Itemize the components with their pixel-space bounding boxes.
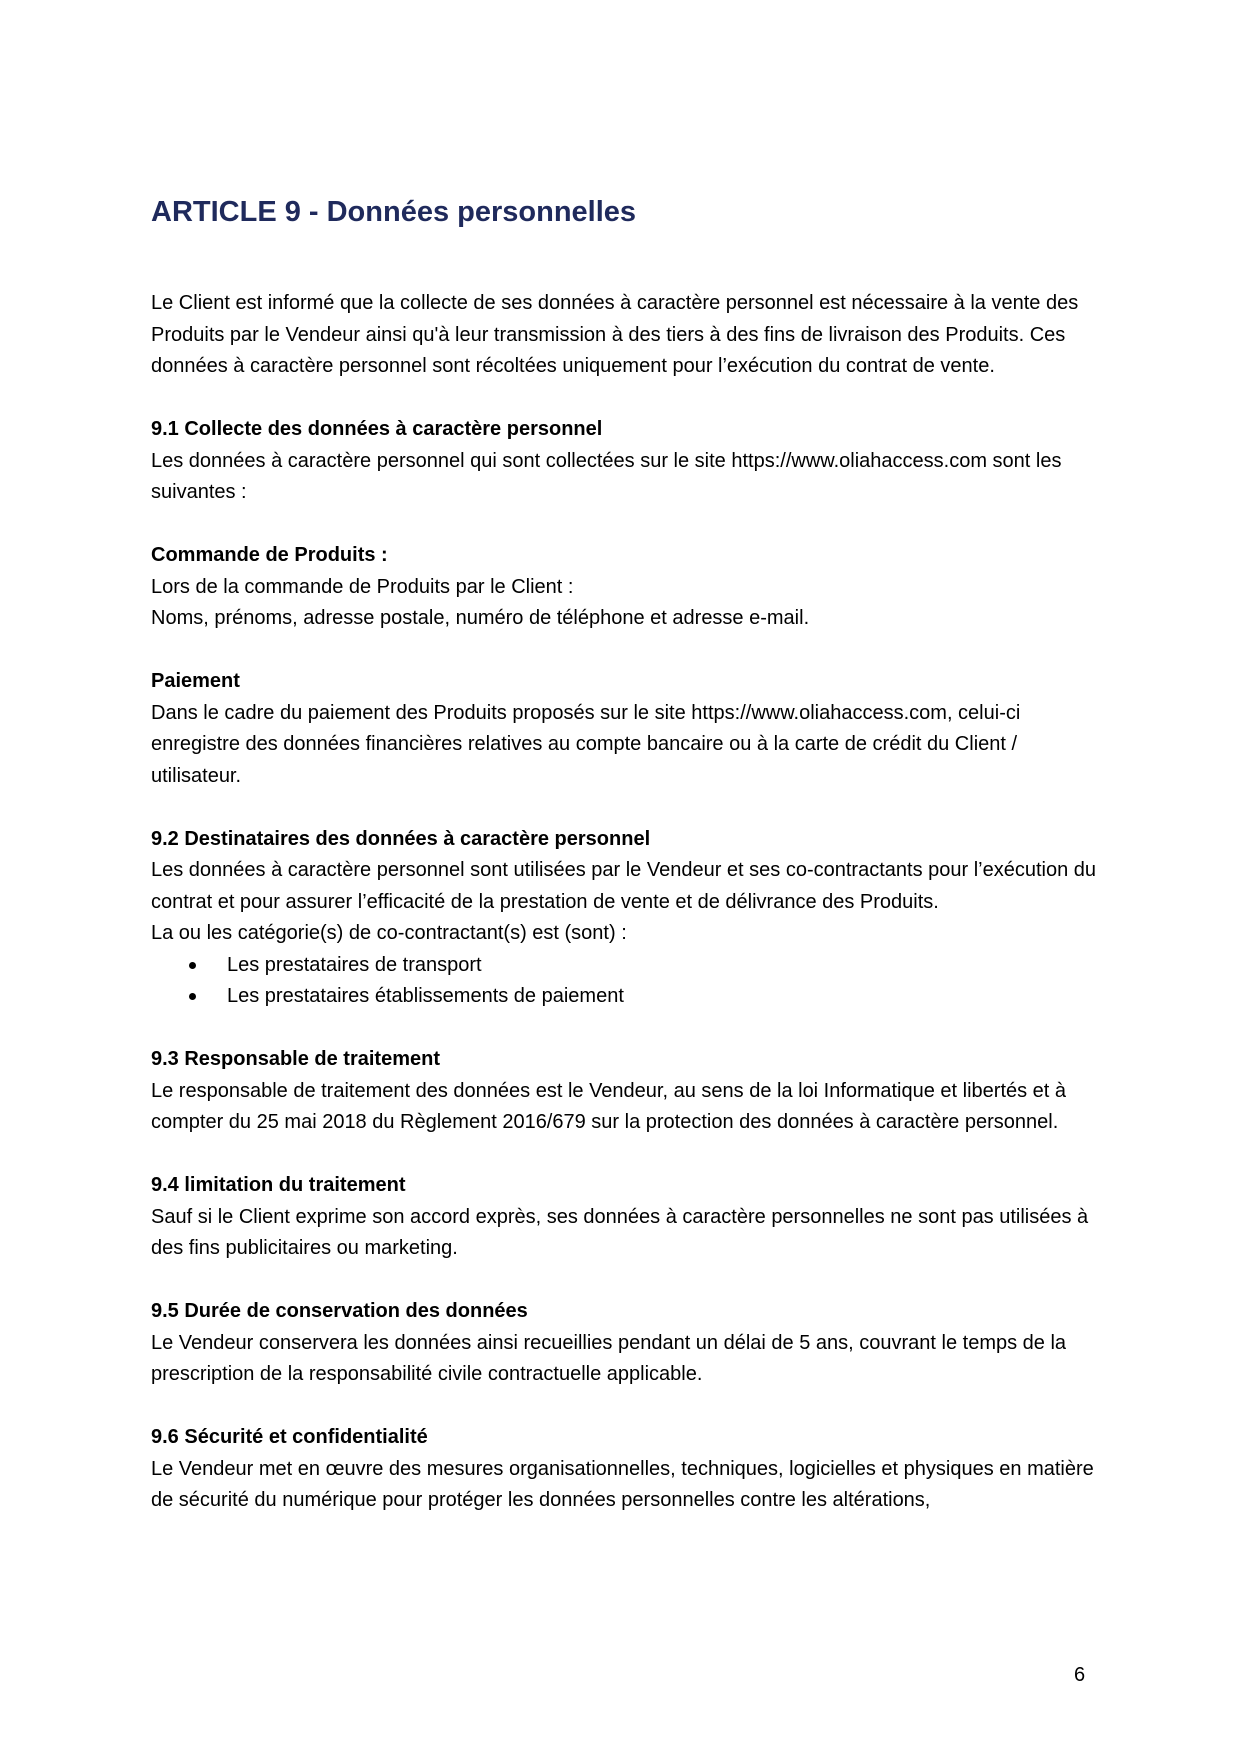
spacer <box>151 635 1101 667</box>
section-text-9-4: Sauf si le Client exprime son accord exprès, ses données à caractère personnelles ne sont pas utilisées à des fins publicitaires ou marketing. <box>151 1205 1089 1259</box>
section-text-9-2-categories: La ou les catégorie(s) de co-contractant(s) est (sont) : <box>151 922 627 944</box>
cocontractant-list <box>151 950 1101 1013</box>
section-text-9-6: Le Vendeur met en œuvre des mesures organisationnelles, techniques, logicielles et physiques en matière de sécurité du numérique pour protéger les données personnelles contre les altérations, <box>151 1457 1094 1511</box>
bullet-icon <box>189 993 196 1000</box>
section-heading-9-2: 9.2 Destinataires des données à caractère personnel <box>151 827 651 850</box>
spacer <box>151 1013 1101 1045</box>
list-item <box>151 981 1101 1013</box>
section-text-9-1: Les données à caractère personnel qui sont collectées sur le site https://www.oliahaccess.com sont les suivantes : <box>151 449 1062 503</box>
intro-paragraph: Le Client est informé que la collecte de ses données à caractère personnel est nécessaire à la vente des Produits par le Vendeur ainsi qu'à leur transmission à des tiers à des fins de livraison des Produits. Ces données à caractère personnel sont récoltées uniquement pour l’exécution du contrat de vente. <box>151 292 1079 377</box>
list-item <box>151 950 1101 982</box>
section-heading-9-3: 9.3 Responsable de traitement <box>151 1048 440 1070</box>
list-item-label: Les prestataires établissements de paiement <box>227 985 624 1007</box>
section-text-9-5: Le Vendeur conservera les données ainsi recueillies pendant un délai de 5 ans, couvrant le temps de la prescription de la responsabilité civile contractuelle applicable. <box>151 1331 1067 1385</box>
section-text-9-2: Les données à caractère personnel sont utilisées par le Vendeur et ses co-contractants pour l’exécution du contrat et pour assurer l’efficacité de la prestation de vente et de délivrance des Produits. <box>151 859 1097 913</box>
spacer <box>151 509 1101 541</box>
section-heading-9-4: 9.4 limitation du traitement <box>151 1174 406 1196</box>
section-text-9-3: Le responsable de traitement des données est le Vendeur, au sens de la loi Informatique et libertés et à compter du 25 mai 2018 du Règlement 2016/679 sur la protection des données à caractère personnel. <box>151 1079 1067 1133</box>
spacer <box>151 383 1101 415</box>
spacer <box>151 1139 1101 1171</box>
paiement-text: Dans le cadre du paiement des Produits proposés sur le site https://www.oliahaccess.com, celui-ci enregistre des données financières relatives au compte bancaire ou à la carte de crédit du Client / utilisateur. <box>151 701 1021 787</box>
commande-line-2: Noms, prénoms, adresse postale, numéro de téléphone et adresse e-mail. <box>151 607 810 629</box>
spacer <box>151 1391 1101 1423</box>
list-item-label: Les prestataires de transport <box>227 953 482 976</box>
spacer <box>151 1265 1101 1297</box>
article-title: ARTICLE 9 - Données personnelles <box>151 196 637 228</box>
section-heading-9-6: 9.6 Sécurité et confidentialité <box>151 1426 428 1448</box>
page-number: 6 <box>1074 1664 1086 1686</box>
section-heading-9-1: 9.1 Collecte des données à caractère personnel <box>151 418 603 440</box>
commande-line-1: Lors de la commande de Produits par le Client : <box>151 575 574 598</box>
commande-heading: Commande de Produits : <box>151 544 388 566</box>
spacer <box>151 792 1101 824</box>
bullet-icon <box>189 962 196 969</box>
document-page <box>151 188 1101 1517</box>
section-heading-9-5: 9.5 Durée de conservation des données <box>151 1300 528 1322</box>
paiement-heading: Paiement <box>151 670 240 692</box>
